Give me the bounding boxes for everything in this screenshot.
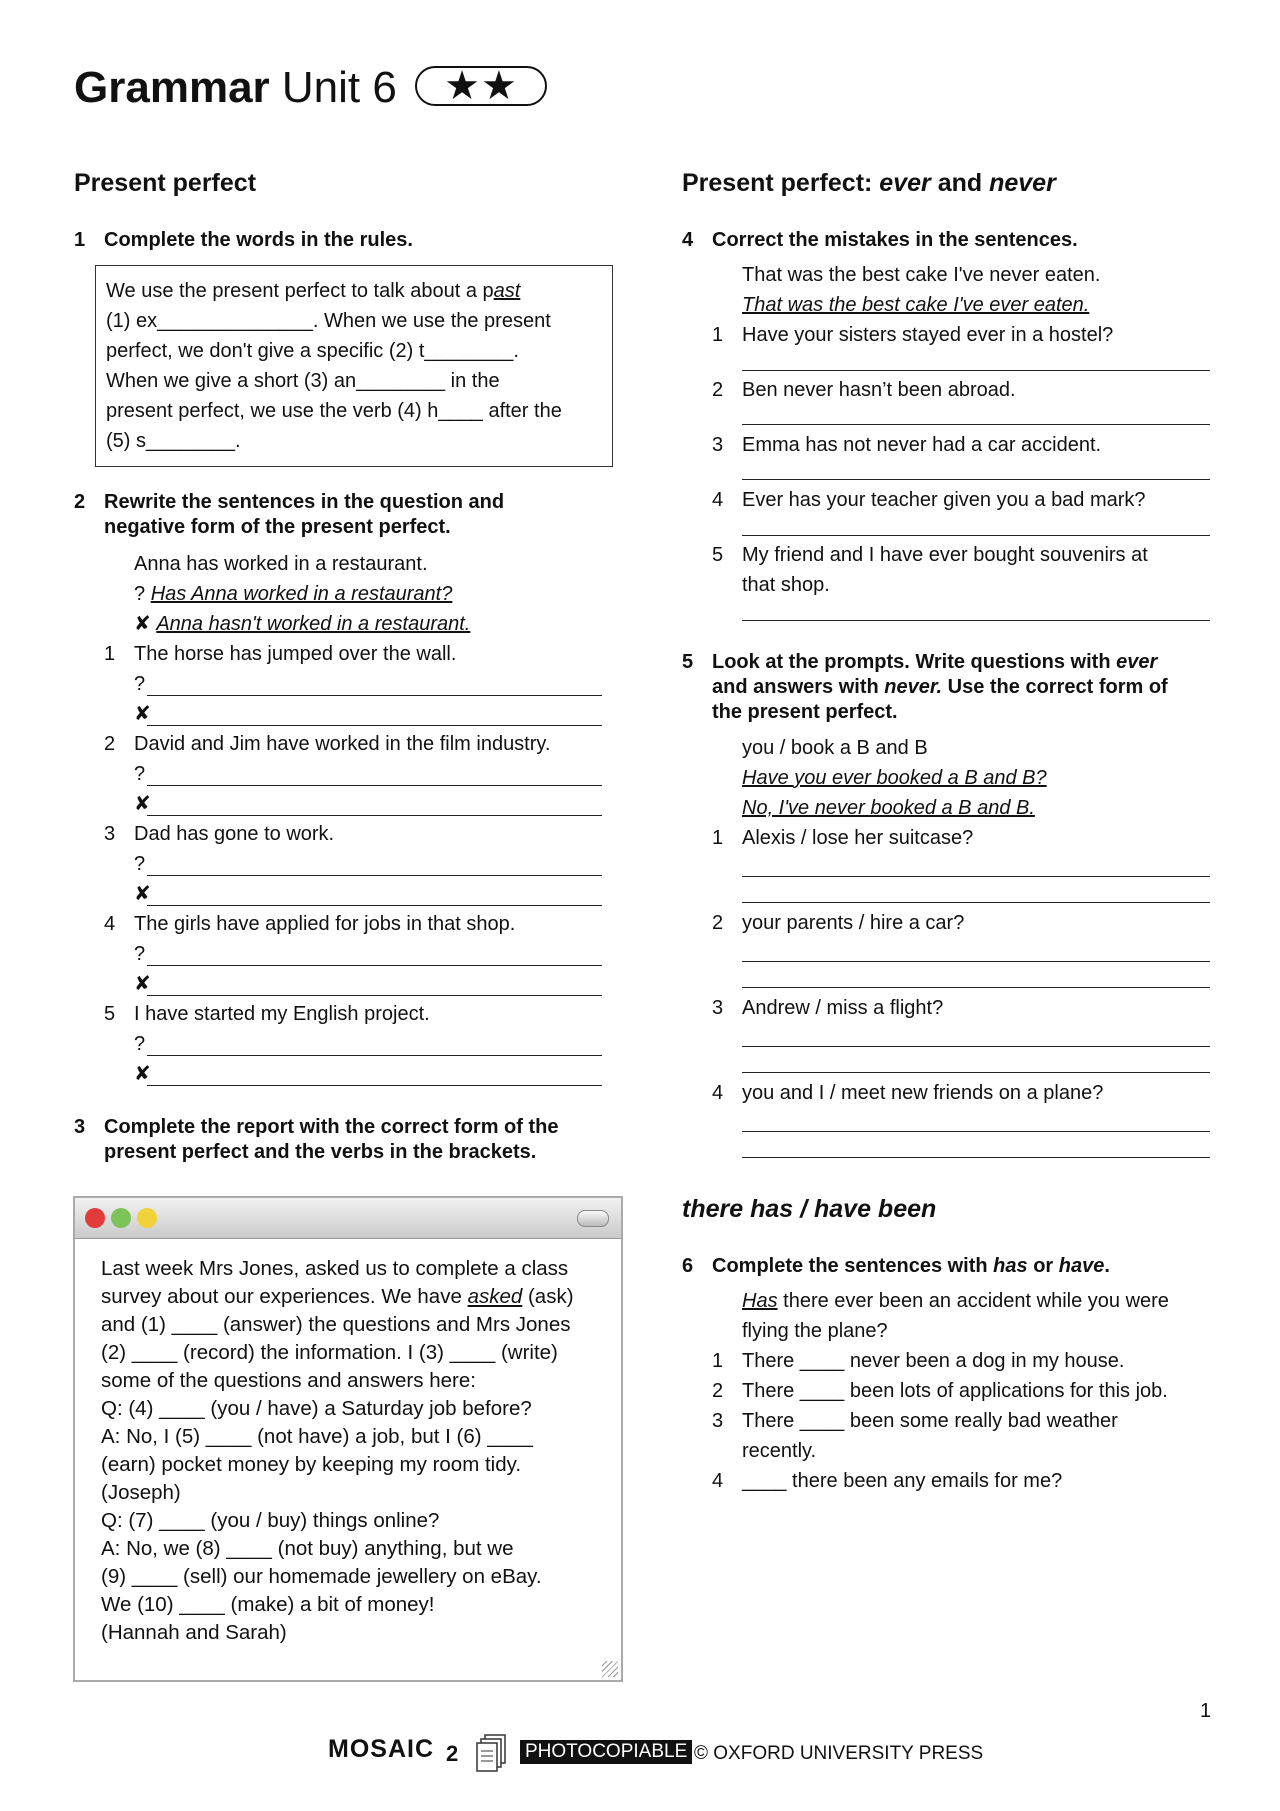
exercise-6-instruction: 6 Complete the sentences with has or have. — [682, 1255, 1110, 1277]
exercise-4-example-answer: That was the best cake I've ever eaten. — [742, 294, 1090, 316]
item-number: 3 — [712, 997, 724, 1019]
item-number: 3 — [712, 1410, 724, 1432]
exercise-2-example-negative: ✘ Anna hasn't worked in a restaurant. — [134, 613, 471, 635]
section-title-ever-never: Present perfect: ever and never — [682, 169, 1056, 197]
exercise-2-example: Anna has worked in a restaurant. — [134, 553, 428, 575]
rules-line: We use the present perfect to talk about a past — [106, 280, 521, 302]
answer-line[interactable] — [147, 875, 602, 876]
cross-mark: ✘ — [134, 793, 151, 815]
exercise-5-example: you / book a B and B — [742, 737, 928, 759]
exercise-4-item: Have your sisters stayed ever in a hostel? — [742, 324, 1114, 346]
answer-line[interactable] — [147, 905, 602, 906]
resize-grip-icon[interactable] — [602, 1661, 618, 1677]
question-mark: ? — [134, 853, 146, 875]
difficulty-stars-badge: ★★ — [415, 66, 547, 106]
report-line: Q: (4) ____ (you / have) a Saturday job before? — [101, 1397, 532, 1420]
report-line: (Joseph) — [101, 1481, 181, 1504]
question-mark: ? — [134, 1033, 146, 1055]
exercise-6-example: Has there ever been an accident while you were — [742, 1290, 1169, 1312]
window-pill-icon — [577, 1210, 609, 1227]
exercise-2-item: The horse has jumped over the wall. — [134, 643, 457, 665]
item-number: 2 — [712, 912, 724, 934]
answer-line[interactable] — [742, 1046, 1210, 1047]
answer-line[interactable] — [742, 876, 1210, 877]
answer-line[interactable] — [742, 902, 1210, 903]
exercise-6-example-cont: flying the plane? — [742, 1320, 888, 1342]
item-number: 1 — [712, 324, 724, 346]
answer-line[interactable] — [742, 987, 1210, 988]
exercise-2-item: David and Jim have worked in the film industry. — [134, 733, 551, 755]
answer-line[interactable] — [742, 620, 1210, 621]
exercise-5-item: your parents / hire a car? — [742, 912, 965, 934]
exercise-6-item: There ____ never been a dog in my house. — [742, 1350, 1125, 1372]
cross-mark: ✘ — [134, 703, 151, 725]
page-number: 1 — [1200, 1700, 1212, 1722]
item-number: 1 — [712, 1350, 724, 1372]
answer-line[interactable] — [147, 965, 602, 966]
exercise-5-example-question: Have you ever booked a B and B? — [742, 767, 1047, 789]
brand-logo: MOSAIC — [328, 1735, 434, 1763]
exercise-4-example: That was the best cake I've never eaten. — [742, 264, 1101, 286]
exercise-2-item: Dad has gone to work. — [134, 823, 335, 845]
report-line: (Hannah and Sarah) — [101, 1621, 287, 1644]
section-title-present-perfect: Present perfect — [74, 169, 257, 197]
item-number: 5 — [712, 544, 724, 566]
answer-line[interactable] — [147, 815, 602, 816]
page-title: Grammar Unit 6 — [74, 63, 397, 112]
close-dot-icon — [85, 1208, 105, 1228]
answer-line[interactable] — [742, 370, 1210, 371]
item-number: 4 — [104, 913, 116, 935]
exercise-1-instruction: 1 Complete the words in the rules. — [74, 229, 413, 251]
question-mark: ? — [134, 943, 146, 965]
report-line: We (10) ____ (make) a bit of money! — [101, 1593, 435, 1616]
cross-mark: ✘ — [134, 973, 151, 995]
publisher-credit: © OXFORD UNIVERSITY PRESS — [694, 1743, 984, 1764]
report-line: (9) ____ (sell) our homemade jewellery on eBay. — [101, 1565, 542, 1588]
exercise-5-item: Alexis / lose her suitcase? — [742, 827, 974, 849]
exercise-2-instruction: 2 Rewrite the sentences in the question and negative form of the present perfect. — [74, 491, 505, 538]
answer-line[interactable] — [147, 785, 602, 786]
exercise-4-item-cont: that shop. — [742, 574, 830, 596]
item-number: 3 — [712, 434, 724, 456]
maximize-dot-icon — [111, 1208, 131, 1228]
question-mark: ? — [134, 763, 146, 785]
exercise-4-item: Ever has your teacher given you a bad mark? — [742, 489, 1146, 511]
brand-level: 2 — [446, 1741, 459, 1766]
exercise-2-item: I have started my English project. — [134, 1003, 430, 1025]
exercise-5-instruction: 5 Look at the prompts. Write questions with ever and answers with never. Use the correct form of the present perfect. — [682, 651, 1168, 723]
exercise-3-instruction: 3 Complete the report with the correct form of the present perfect and the verbs in the brackets. — [74, 1116, 559, 1163]
exercise-4-item: Ben never hasn’t been abroad. — [742, 379, 1016, 401]
exercise-6-item: There ____ been some really bad weather — [742, 1410, 1118, 1432]
report-line: (earn) pocket money by keeping my room tidy. — [101, 1453, 522, 1476]
report-line: survey about our experiences. We have asked (ask) — [101, 1285, 574, 1308]
answer-line[interactable] — [742, 961, 1210, 962]
report-line: (2) ____ (record) the information. I (3) ____ (write) — [101, 1341, 558, 1364]
answer-line[interactable] — [147, 1055, 602, 1056]
answer-line[interactable] — [742, 1157, 1210, 1158]
cross-mark: ✘ — [134, 883, 151, 905]
window-title-bar — [75, 1198, 621, 1239]
answer-line[interactable] — [147, 1085, 602, 1086]
item-number: 2 — [712, 379, 724, 401]
minimize-dot-icon — [137, 1208, 157, 1228]
question-mark: ? — [134, 673, 146, 695]
item-number: 2 — [712, 1380, 724, 1402]
answer-line[interactable] — [742, 424, 1210, 425]
answer-line[interactable] — [742, 479, 1210, 480]
report-line: A: No, I (5) ____ (not have) a job, but I (6) ____ — [101, 1425, 533, 1448]
rules-line: (5) s________. — [106, 430, 241, 452]
item-number: 4 — [712, 489, 724, 511]
report-window — [73, 1196, 623, 1682]
exercise-5-example-answer: No, I've never booked a B and B. — [742, 797, 1035, 819]
item-number: 2 — [104, 733, 116, 755]
report-line: Last week Mrs Jones, asked us to complete a class — [101, 1257, 569, 1280]
report-line: some of the questions and answers here: — [101, 1369, 476, 1392]
answer-line[interactable] — [742, 535, 1210, 536]
report-line: A: No, we (8) ____ (not buy) anything, but we — [101, 1537, 514, 1560]
answer-line[interactable] — [742, 1131, 1210, 1132]
exercise-5-item: you and I / meet new friends on a plane? — [742, 1082, 1104, 1104]
item-number: 3 — [104, 823, 116, 845]
item-number: 4 — [712, 1470, 724, 1492]
rules-line: (1) ex______________. When we use the present — [106, 310, 551, 332]
item-number: 1 — [712, 827, 724, 849]
photocopiable-badge: PHOTOCOPIABLE — [520, 1740, 692, 1764]
exercise-6-item: ____ there been any emails for me? — [742, 1470, 1063, 1492]
exercise-4-instruction: 4 Correct the mistakes in the sentences. — [682, 229, 1078, 251]
answer-line[interactable] — [147, 995, 602, 996]
answer-line[interactable] — [147, 695, 602, 696]
exercise-4-item: Emma has not never had a car accident. — [742, 434, 1102, 456]
exercise-2-example-question: ? Has Anna worked in a restaurant? — [134, 583, 453, 605]
cross-mark: ✘ — [134, 1063, 151, 1085]
report-line: and (1) ____ (answer) the questions and Mrs Jones — [101, 1313, 571, 1336]
photocopy-pages-icon — [475, 1733, 509, 1773]
exercise-5-item: Andrew / miss a flight? — [742, 997, 944, 1019]
rules-box — [95, 265, 613, 467]
exercise-2-item: The girls have applied for jobs in that shop. — [134, 913, 516, 935]
answer-line[interactable] — [147, 725, 602, 726]
exercise-6-item: There ____ been lots of applications for this job. — [742, 1380, 1168, 1402]
rules-line: perfect, we don't give a specific (2) t________. — [106, 340, 519, 362]
answer-line[interactable] — [742, 1072, 1210, 1073]
rules-line: When we give a short (3) an________ in the — [106, 370, 500, 392]
item-number: 1 — [104, 643, 116, 665]
exercise-4-item: My friend and I have ever bought souvenirs at — [742, 544, 1148, 566]
section-title-there-has-have-been: there has / have been — [682, 1195, 937, 1223]
item-number: 5 — [104, 1003, 116, 1025]
exercise-6-item-cont: recently. — [742, 1440, 817, 1462]
item-number: 4 — [712, 1082, 724, 1104]
rules-line: present perfect, we use the verb (4) h____ after the — [106, 400, 562, 422]
report-line: Q: (7) ____ (you / buy) things online? — [101, 1509, 440, 1532]
